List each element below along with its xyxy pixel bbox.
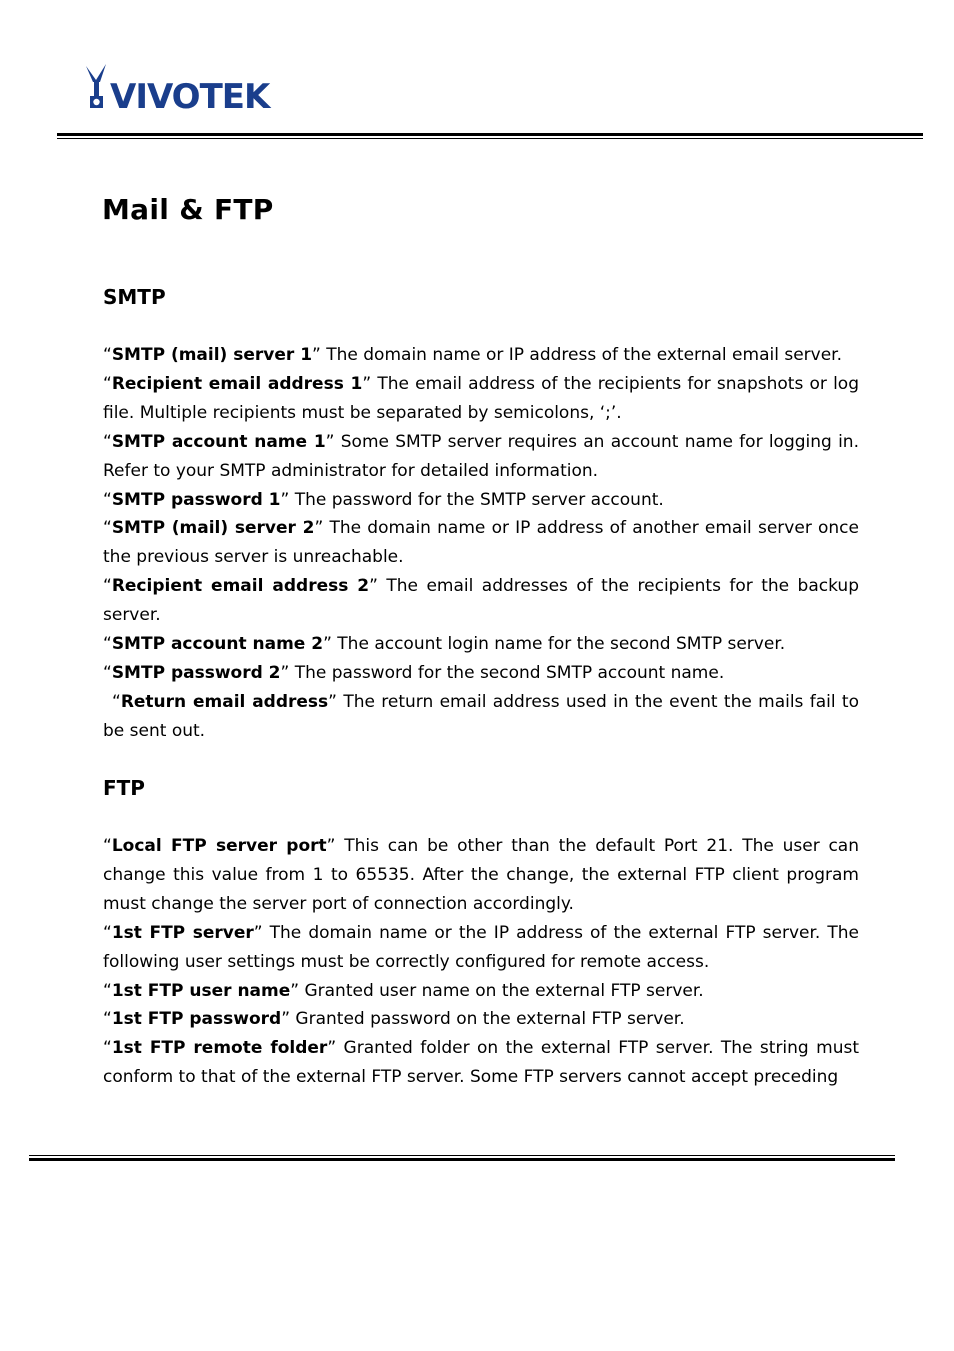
definition-desc: The domain name or IP address of another email server once the previous server is unreachable. xyxy=(103,518,859,568)
definition-desc: The account login name for the second SMTP server. xyxy=(331,634,786,655)
definition-term: Recipient email address 1 xyxy=(111,373,363,394)
definition-desc: Granted folder on the external FTP server. The string must conform to that of the external FTP server. Some FTP servers cannot accept preceding xyxy=(103,1038,859,1088)
definition-desc: The domain name or IP address of the external email server. xyxy=(320,345,842,365)
definition-desc: Granted user name on the external FTP server. xyxy=(299,980,704,1001)
definition-item: “1st FTP password” Granted password on the external FTP server. xyxy=(103,1009,685,1030)
definition-item: “1st FTP user name” Granted user name on the external FTP server. xyxy=(103,980,704,1001)
definition-term: 1st FTP remote folder xyxy=(111,1038,328,1059)
definition-term: Recipient email address 2 xyxy=(111,576,370,597)
definition-desc: The password for the second SMTP account name. xyxy=(289,662,725,683)
header-rule xyxy=(57,133,923,139)
definition-desc: The return email address used in the event the mails fail to be sent out. xyxy=(103,691,859,741)
section-heading-ftp: FTP xyxy=(103,776,145,800)
definition-item: “Return email address” The return email address used in the event the mails fail to be sent out. xyxy=(103,691,859,741)
definition-item: “SMTP (mail) server 2” The domain name or IP address of another email server once the previous server is unreachable. xyxy=(103,518,859,568)
definition-item: “Recipient email address 2” The email addresses of the recipients for the backup server. xyxy=(103,576,859,626)
definition-desc: The domain name or the IP address of the external FTP server. The following user settings must be correctly configured for remote access. xyxy=(103,922,859,972)
definition-item: “SMTP (mail) server 1” The domain name or IP address of the external email server. xyxy=(103,345,842,365)
definition-term: Local FTP server port xyxy=(111,836,327,856)
definition-term: 1st FTP user name xyxy=(111,980,291,1001)
definition-term: Return email address xyxy=(120,691,329,712)
definition-term: SMTP account name 1 xyxy=(111,431,326,452)
definition-item: “1st FTP remote folder” Granted folder on the external FTP server. The string must conform to that of the external FTP server. Some FTP servers cannot accept preceding xyxy=(103,1038,859,1088)
vivotek-logo xyxy=(84,60,294,114)
footer-rule xyxy=(29,1155,895,1161)
definition-term: SMTP (mail) server 1 xyxy=(111,345,313,365)
definition-term: SMTP password 2 xyxy=(111,662,281,683)
camera-mark-icon xyxy=(86,64,106,108)
page-title: Mail & FTP xyxy=(102,193,274,226)
definition-item: “Recipient email address 1” The email address of the recipients for snapshots or log file. Multiple recipients must be separated by semicolons, ‘;’. xyxy=(103,373,859,423)
definition-term: 1st FTP server xyxy=(111,922,254,943)
definition-term: 1st FTP password xyxy=(111,1009,282,1030)
definition-item: “Local FTP server port” This can be other than the default Port 21. The user can change this value from 1 to 65535. After the change, the external FTP client program must change the server port of connection accordingly. xyxy=(103,836,859,914)
definition-item: “SMTP password 2” The password for the second SMTP account name. xyxy=(103,662,725,683)
definition-desc: This can be other than the default Port 21. The user can change this value from 1 to 65535. After the change, the external FTP client program must change the server port of connection accordingly. xyxy=(103,836,859,914)
definition-desc: Granted password on the external FTP server. xyxy=(290,1009,685,1030)
definition-item: “SMTP account name 1” Some SMTP server requires an account name for logging in. Refer to your SMTP administrator for detailed information. xyxy=(103,431,859,481)
definition-desc: The password for the SMTP server account. xyxy=(289,489,664,510)
definition-desc: The email address of the recipients for snapshots or log file. Multiple recipients must be separated by semicolons, ‘;’. xyxy=(103,373,859,423)
definition-item: “1st FTP server” The domain name or the IP address of the external FTP server. The following user settings must be correctly configured for remote access. xyxy=(103,922,859,972)
section-heading-smtp: SMTP xyxy=(103,285,166,309)
definition-item: “SMTP account name 2” The account login name for the second SMTP server. xyxy=(103,634,786,655)
smtp-definitions xyxy=(103,341,859,746)
ftp-definitions xyxy=(103,832,859,1092)
svg-text:VIVOTEK: VIVOTEK xyxy=(110,77,270,114)
definition-term: SMTP account name 2 xyxy=(111,634,324,655)
definition-term: SMTP (mail) server 2 xyxy=(111,518,315,539)
definition-desc: Some SMTP server requires an account name for logging in. Refer to your SMTP administrator for detailed information. xyxy=(103,431,859,481)
definition-term: SMTP password 1 xyxy=(111,489,281,510)
definition-desc: The email addresses of the recipients for the backup server. xyxy=(103,576,859,626)
definition-item: “SMTP password 1” The password for the SMTP server account. xyxy=(103,489,664,510)
